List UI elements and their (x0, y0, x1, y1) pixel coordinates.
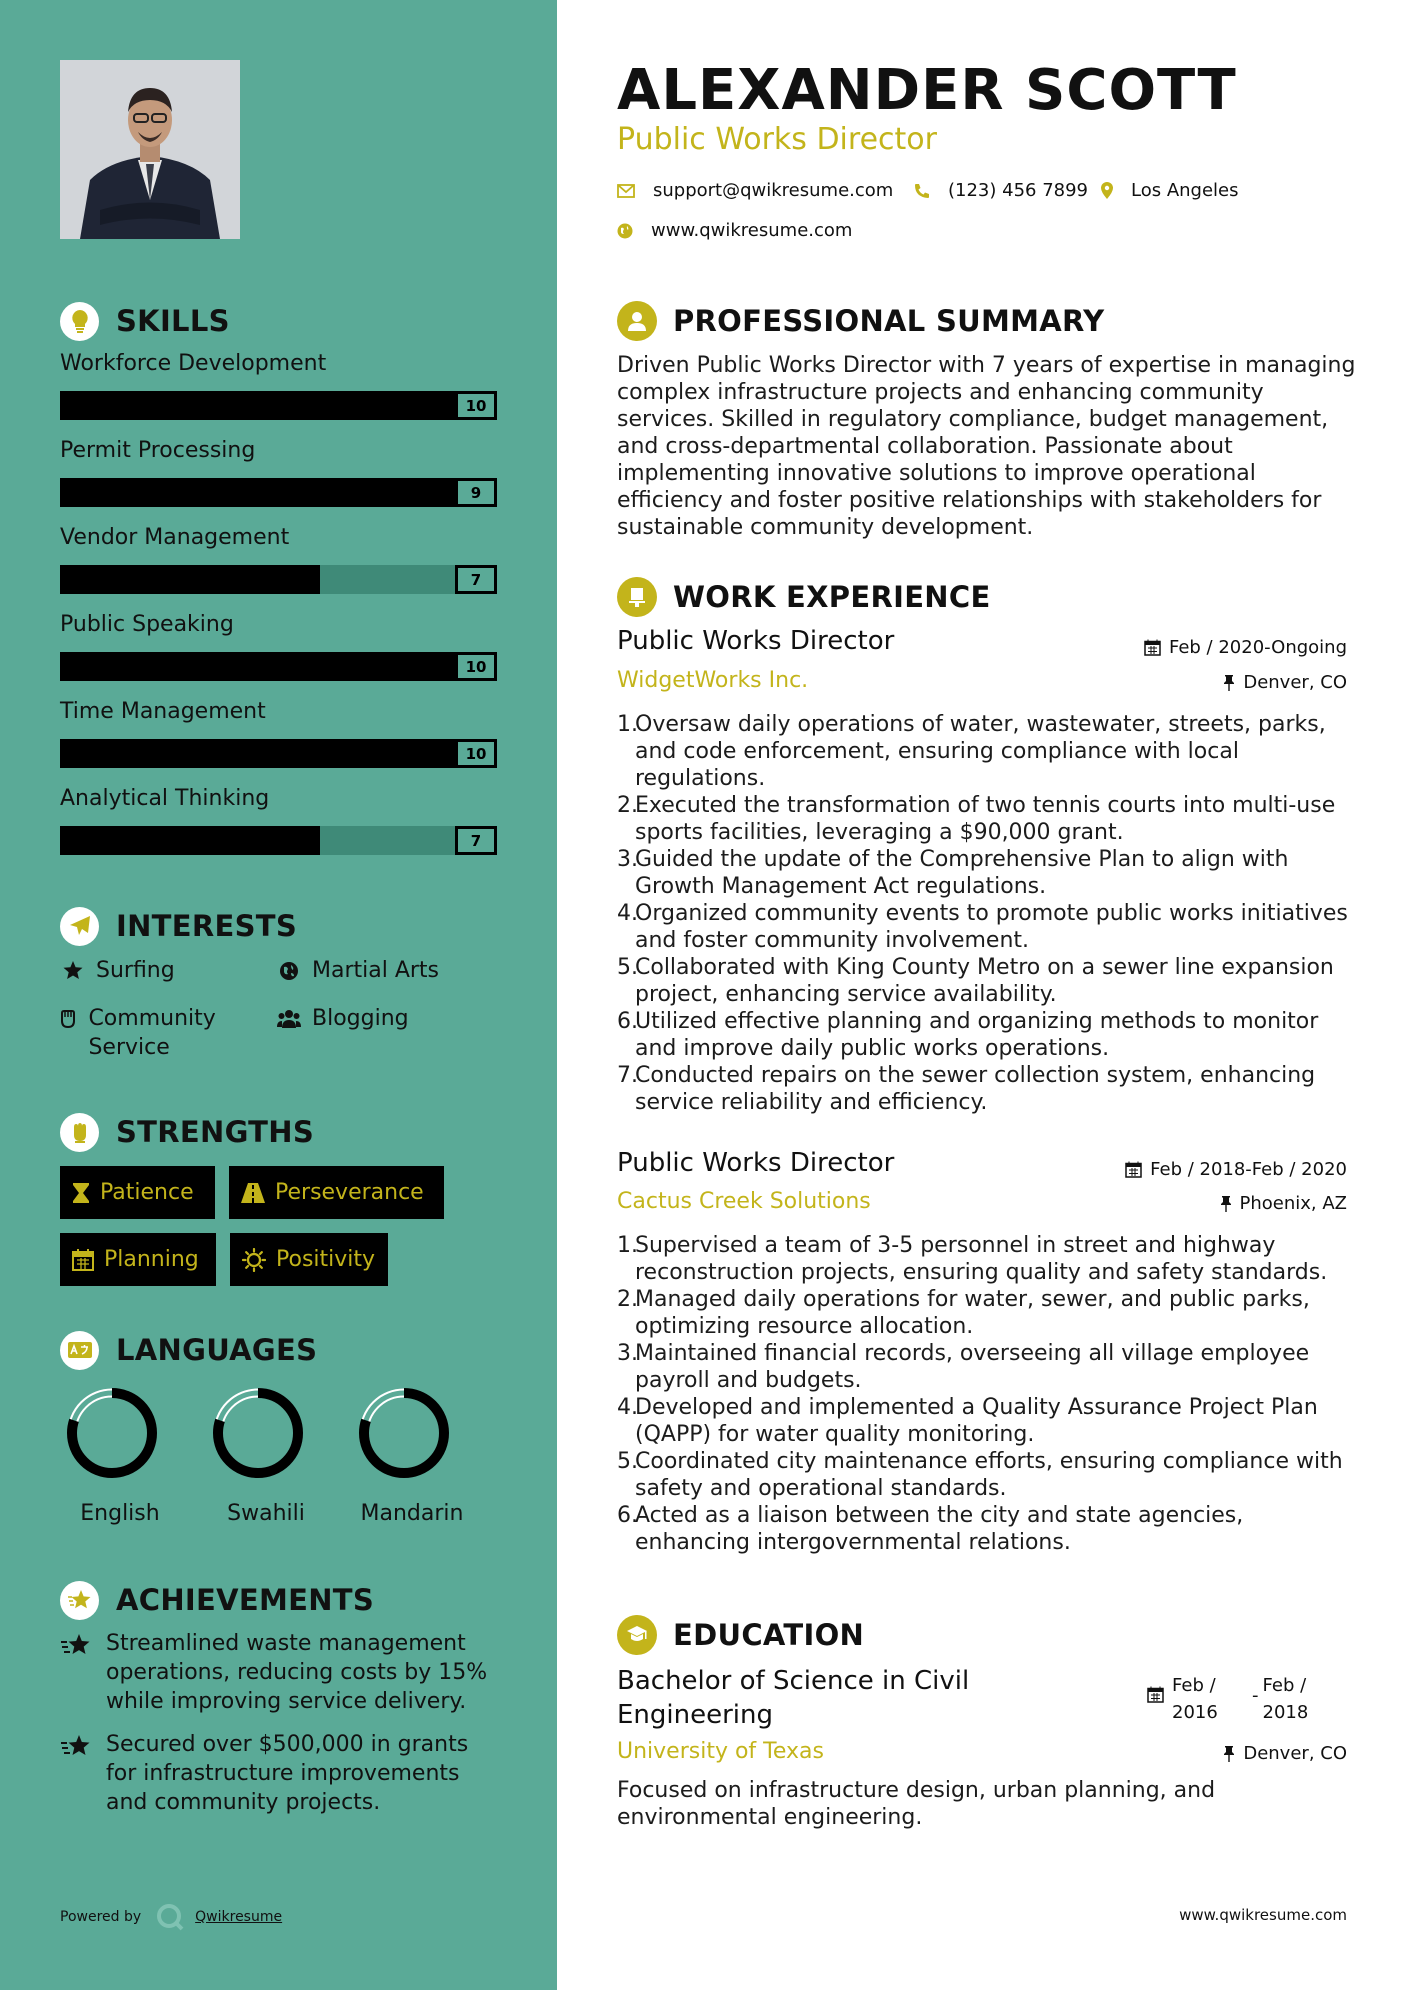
language-name: Mandarin (360, 1501, 464, 1526)
interest-item (276, 1004, 409, 1033)
strength-badge (60, 1166, 215, 1219)
languages-heading (60, 1330, 317, 1370)
job-location (1223, 672, 1347, 693)
footer-url[interactable]: www.qwikresume.com (1179, 1906, 1347, 1924)
language-icon (60, 1331, 99, 1370)
strength-label: Positivity (276, 1247, 376, 1272)
interests-title: INTERESTS (116, 909, 298, 943)
job-bullet (617, 1062, 1357, 1116)
bullet-number: 7. (617, 1063, 638, 1088)
job-dates-text: Feb / 2018-Feb / 2020 (1150, 1159, 1347, 1180)
skill-bar-fill (60, 652, 497, 681)
interest-label: Community Service (88, 1006, 216, 1060)
bullet-number: 5. (617, 1449, 638, 1474)
interest-label: Surfing (96, 958, 175, 983)
location-text: Los Angeles (1131, 180, 1239, 201)
skill-bar-fill (60, 565, 320, 594)
user-icon (617, 301, 657, 341)
interest-item (58, 1004, 258, 1062)
strength-label: Patience (100, 1180, 194, 1205)
lightbulb-icon (60, 302, 99, 341)
bullet-text: Collaborated with King County Metro on a sewer line expansion project, enhancing service availability. (635, 955, 1334, 1007)
experience-heading (617, 576, 991, 618)
skill-level: 7 (455, 565, 497, 594)
sidebar (0, 0, 557, 1990)
skill-name: Time Management (60, 699, 266, 724)
contact-location (1101, 180, 1239, 201)
interest-item (276, 956, 439, 985)
job-bullet (617, 1286, 1357, 1340)
job-bullet (617, 711, 1357, 792)
bullet-text: Managed daily operations for water, sewer, and public parks, optimizing resource allocation. (635, 1287, 1310, 1339)
star-icon (60, 1730, 92, 1817)
thumbtack-icon (1223, 1745, 1235, 1762)
calendar-icon (1147, 1672, 1164, 1703)
skill-bar-fill (60, 478, 455, 507)
skill-bar (60, 826, 497, 855)
job-bullet (617, 792, 1357, 846)
bullet-number: 2. (617, 1287, 638, 1312)
bullet-text: Oversaw daily operations of water, wastewater, streets, parks, and code enforcement, ensuring compliance with local regulations. (635, 712, 1326, 791)
phone-text: (123) 456 7899 (948, 180, 1089, 201)
bullet-text: Conducted repairs on the sewer collection system, enhancing service reliability and efficiency. (635, 1063, 1316, 1115)
bullet-number: 1. (617, 1233, 638, 1258)
bullet-text: Guided the update of the Comprehensive Plan to align with Growth Management Act regulations. (635, 847, 1289, 899)
job-bullet (617, 1340, 1357, 1394)
users-icon (276, 1004, 302, 1029)
education-title: EDUCATION (673, 1618, 865, 1652)
powered-by (60, 1902, 282, 1932)
achievements-title: ACHIEVEMENTS (116, 1583, 375, 1617)
map-pin-icon (1101, 182, 1113, 199)
bullet-number: 6. (617, 1009, 638, 1034)
job-location (1220, 1193, 1348, 1214)
profile-photo (60, 60, 240, 239)
job-bullet (617, 1502, 1357, 1556)
skill-bar (60, 391, 497, 420)
skill-name: Analytical Thinking (60, 786, 270, 811)
bullet-text: Utilized effective planning and organizing methods to monitor and improve daily public works operations. (635, 1009, 1319, 1061)
achievements-heading (60, 1580, 374, 1620)
skill-name: Public Speaking (60, 612, 234, 637)
bullet-number: 6. (617, 1503, 638, 1528)
bullet-text: Maintained financial records, overseeing all village employee payroll and budgets. (635, 1341, 1310, 1393)
skill-name: Workforce Development (60, 351, 327, 376)
education-end: Feb / 2018 (1262, 1675, 1309, 1723)
achievement-item (60, 1629, 500, 1716)
strength-label: Planning (104, 1247, 199, 1272)
thumbtack-icon (1223, 674, 1235, 691)
degree-title: Bachelor of Science in Civil Engineering (617, 1666, 970, 1730)
skill-bar-fill (60, 391, 497, 420)
hourglass-icon (72, 1182, 90, 1204)
job-dates (1144, 637, 1347, 658)
skill-bar (60, 739, 497, 768)
achievement-item (60, 1730, 500, 1817)
powered-by-label: Powered by (60, 1909, 142, 1925)
language-rings (0, 1380, 557, 1490)
qwikresume-link[interactable]: Qwikresume (195, 1909, 283, 1925)
bullet-text: Developed and implemented a Quality Assurance Project Plan (QAPP) for water quality monitoring. (635, 1395, 1318, 1447)
skill-level: 9 (455, 478, 497, 507)
interest-label: Blogging (312, 1006, 409, 1031)
trophy-star-icon (60, 1581, 99, 1620)
thumbtack-icon (1220, 1195, 1232, 1212)
bullet-text: Executed the transformation of two tennis courts into multi-use sports facilities, leveraging a $90,000 grant. (635, 793, 1336, 845)
skill-level: 7 (455, 826, 497, 855)
school-name: University of Texas (617, 1739, 824, 1764)
strength-badge (60, 1233, 216, 1286)
job-bullet (617, 1394, 1357, 1448)
qwikresume-logo-icon (155, 1902, 185, 1932)
bullet-number: 1. (617, 712, 638, 737)
calendar-icon (1125, 1161, 1142, 1178)
phone-icon (914, 183, 930, 199)
bullet-text: Supervised a team of 3-5 personnel in street and highway reconstruction projects, ensuring quality and safety standards. (635, 1233, 1328, 1285)
languages-title: LANGUAGES (116, 1333, 318, 1367)
summary-heading (617, 300, 1104, 342)
briefcase-icon (617, 577, 657, 617)
job-location-text: Phoenix, AZ (1239, 1193, 1347, 1214)
contact-website[interactable] (617, 220, 852, 241)
skills-heading (60, 301, 230, 341)
job-bullets (617, 711, 1357, 1116)
skill-bar-fill (60, 739, 497, 768)
job-bullet (617, 846, 1357, 900)
road-icon (241, 1183, 265, 1203)
skill-bar (60, 652, 497, 681)
strength-badge (230, 1233, 388, 1286)
paper-plane-icon (60, 907, 99, 946)
education-location-text: Denver, CO (1243, 1743, 1347, 1764)
summary-title: PROFESSIONAL SUMMARY (673, 304, 1105, 338)
envelope-icon (617, 184, 635, 198)
job-bullet (617, 900, 1357, 954)
bullet-number: 4. (617, 1395, 638, 1420)
skill-bar (60, 478, 497, 507)
skill-level: 10 (455, 739, 497, 768)
achievement-text: Streamlined waste management operations, reducing costs by 15% while improving service delivery. (106, 1631, 488, 1714)
candidate-name: ALEXANDER SCOTT (617, 58, 1237, 123)
bullet-text: Acted as a liaison between the city and state agencies, enhancing intergovernmental relations. (635, 1503, 1244, 1555)
website-text: www.qwikresume.com (651, 220, 853, 241)
interest-label: Martial Arts (312, 958, 440, 983)
strengths-heading (60, 1112, 314, 1152)
calendar-icon (1144, 639, 1161, 656)
education-dates (1147, 1672, 1325, 1726)
fist-icon (60, 1113, 99, 1152)
calendar-icon (72, 1249, 94, 1271)
skill-name: Vendor Management (60, 525, 290, 550)
education-description: Focused on infrastructure design, urban planning, and environmental engineering. (617, 1778, 1216, 1830)
interest-item (60, 956, 175, 985)
bullet-number: 3. (617, 1341, 638, 1366)
strength-label: Perseverance (275, 1180, 424, 1205)
skill-name: Permit Processing (60, 438, 256, 463)
candidate-role: Public Works Director (617, 122, 937, 157)
star-icon (60, 1629, 92, 1716)
sun-icon (242, 1248, 266, 1272)
job-title: Public Works Director (617, 626, 895, 656)
bullet-number: 2. (617, 793, 638, 818)
language-name: English (80, 1501, 160, 1526)
education-location (1223, 1743, 1347, 1764)
job-bullets (617, 1232, 1357, 1556)
language-name: Swahili (227, 1501, 305, 1526)
hand-icon (58, 1004, 78, 1029)
bullet-number: 5. (617, 955, 638, 980)
job-bullet (617, 1008, 1357, 1062)
skill-level: 10 (455, 391, 497, 420)
job-dates-text: Feb / 2020-Ongoing (1168, 637, 1347, 658)
job-bullet (617, 1232, 1357, 1286)
graduate-icon (617, 1615, 657, 1655)
skill-level: 10 (455, 652, 497, 681)
strengths-title: STRENGTHS (116, 1115, 315, 1149)
date-separator: - (1252, 1685, 1259, 1706)
job-bullet (617, 954, 1357, 1008)
email-text: support@qwikresume.com (653, 180, 894, 201)
strength-badge (229, 1166, 444, 1219)
globe-icon (617, 223, 633, 239)
bullet-text: Organized community events to promote public works initiatives and foster community involvement. (635, 901, 1348, 953)
skill-bar-fill (60, 826, 320, 855)
contact-email[interactable] (617, 180, 893, 201)
contact-phone[interactable] (914, 180, 1088, 201)
bullet-number: 3. (617, 847, 638, 872)
experience-title: WORK EXPERIENCE (673, 580, 991, 614)
star-icon (60, 956, 86, 980)
interests-heading (60, 906, 297, 946)
education-heading (617, 1614, 864, 1656)
bullet-number: 4. (617, 901, 638, 926)
skill-bar (60, 565, 497, 594)
summary-text: Driven Public Works Director with 7 years of expertise in managing complex infrastructure projects and enhancing community services. Skilled in regulatory compliance, budget management, and cross-departmental collaboration. Passionate about implementing innovative solutions to improve operational efficiency and foster positive relationships with stakeholders for sustainable community development. (617, 353, 1356, 540)
skills-title: SKILLS (116, 304, 230, 338)
job-company: Cactus Creek Solutions (617, 1189, 871, 1214)
job-title: Public Works Director (617, 1148, 895, 1178)
globe-icon (276, 956, 302, 981)
job-location-text: Denver, CO (1243, 672, 1347, 693)
achievement-text: Secured over $500,000 in grants for infrastructure improvements and community projects. (106, 1732, 469, 1815)
bullet-text: Coordinated city maintenance efforts, ensuring compliance with safety and operational standards. (635, 1449, 1343, 1501)
job-company: WidgetWorks Inc. (617, 668, 809, 693)
job-bullet (617, 1448, 1357, 1502)
job-dates (1125, 1159, 1347, 1180)
education-start: Feb / 2016 (1172, 1675, 1218, 1723)
